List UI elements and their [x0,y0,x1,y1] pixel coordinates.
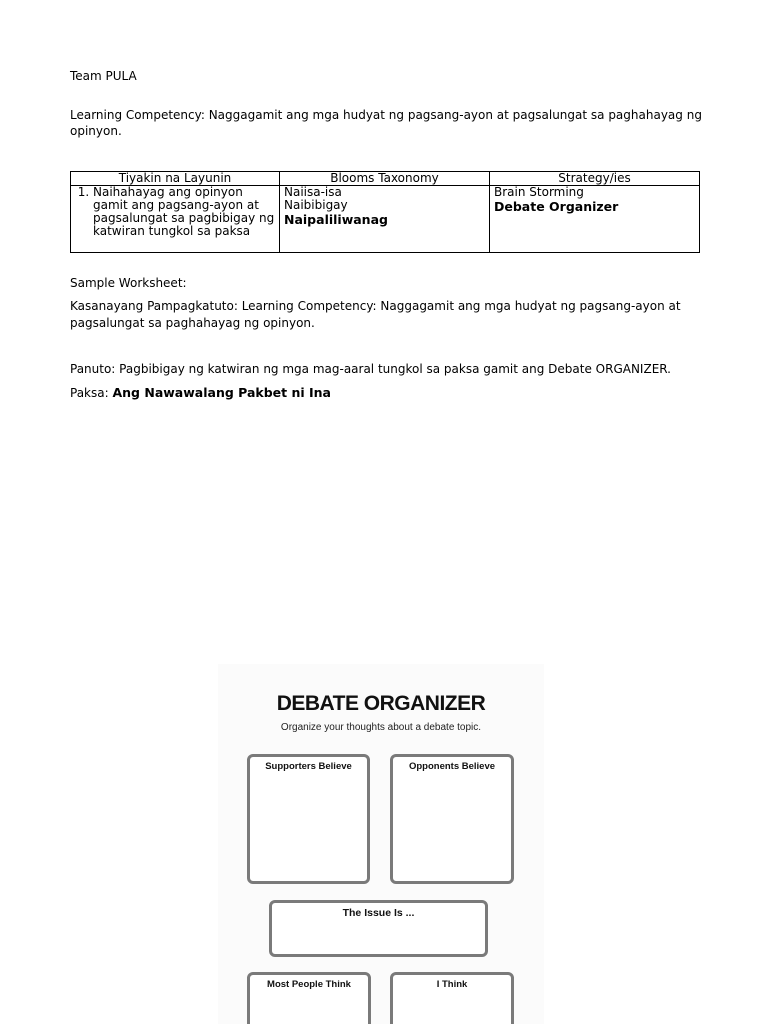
table-row [71,186,700,253]
issue-box [269,900,488,957]
kasanayan-line1: Kasanayang Pampagkatuto: Learning Competency: Naggagamit ang mga hudyat ng pagsang-ayon at [70,299,681,313]
kasanayan-line2: pagsalungat sa paghahayag ng opinyon. [70,316,315,330]
header-layunin: Tiyakin na Layunin [71,172,280,186]
blooms-level-1: Naiisa-isa [284,185,342,199]
blooms-cell [280,186,490,253]
learning-competency-line1: Learning Competency: Naggagamit ang mga hudyat ng pagsang-ayon at pagsalungat sa paghahayag ng [70,108,702,122]
organizer-title: DEBATE ORGANIZER [276,692,486,715]
blooms-level-3: Naipaliliwanag [284,212,388,227]
i-think-box [390,972,514,1024]
table-header-row [71,172,700,186]
blooms-level-2: Naibibigay [284,198,348,212]
i-think-label: I Think [436,979,468,990]
strategy-1: Brain Storming [494,185,584,199]
supporters-label: Supporters Believe [265,761,352,772]
header-blooms: Blooms Taxonomy [280,172,490,186]
sample-worksheet-heading: Sample Worksheet: [70,276,187,290]
opponents-box [390,754,514,884]
most-people-box [247,972,371,1024]
issue-label: The Issue Is ... [342,907,415,919]
strategy-2: Debate Organizer [494,199,619,214]
team-name: Team PULA [70,69,137,83]
lesson-plan-table [70,171,700,253]
most-people-label: Most People Think [267,979,351,990]
paksa-line [70,385,331,401]
organizer-subtitle: Organize your thoughts about a debate topic. [280,722,482,733]
learning-competency-line2: opinyon. [70,124,122,138]
opponents-label: Opponents Believe [408,761,496,772]
panuto: Panuto: Pagbibigay ng katwiran ng mga mag-aaral tungkol sa paksa gamit ang Debate ORGANIZER. [70,362,671,376]
strategy-cell [490,186,700,253]
objective-cell [71,186,280,253]
debate-organizer-image [218,664,544,1024]
paksa-label: Paksa: [70,386,109,400]
objective-item: 1. Naihahayag ang opinyon gamit ang pagsang-ayon at pagsalungat sa pagbibigay ng katwiran tungkol sa paksa [93,186,275,238]
kasanayan-paragraph [70,298,681,332]
header-strategy: Strategy/ies [490,172,700,186]
paksa-value: Ang Nawawalang Pakbet ni Ina [112,385,331,400]
learning-competency [70,107,702,139]
supporters-box [247,754,370,884]
